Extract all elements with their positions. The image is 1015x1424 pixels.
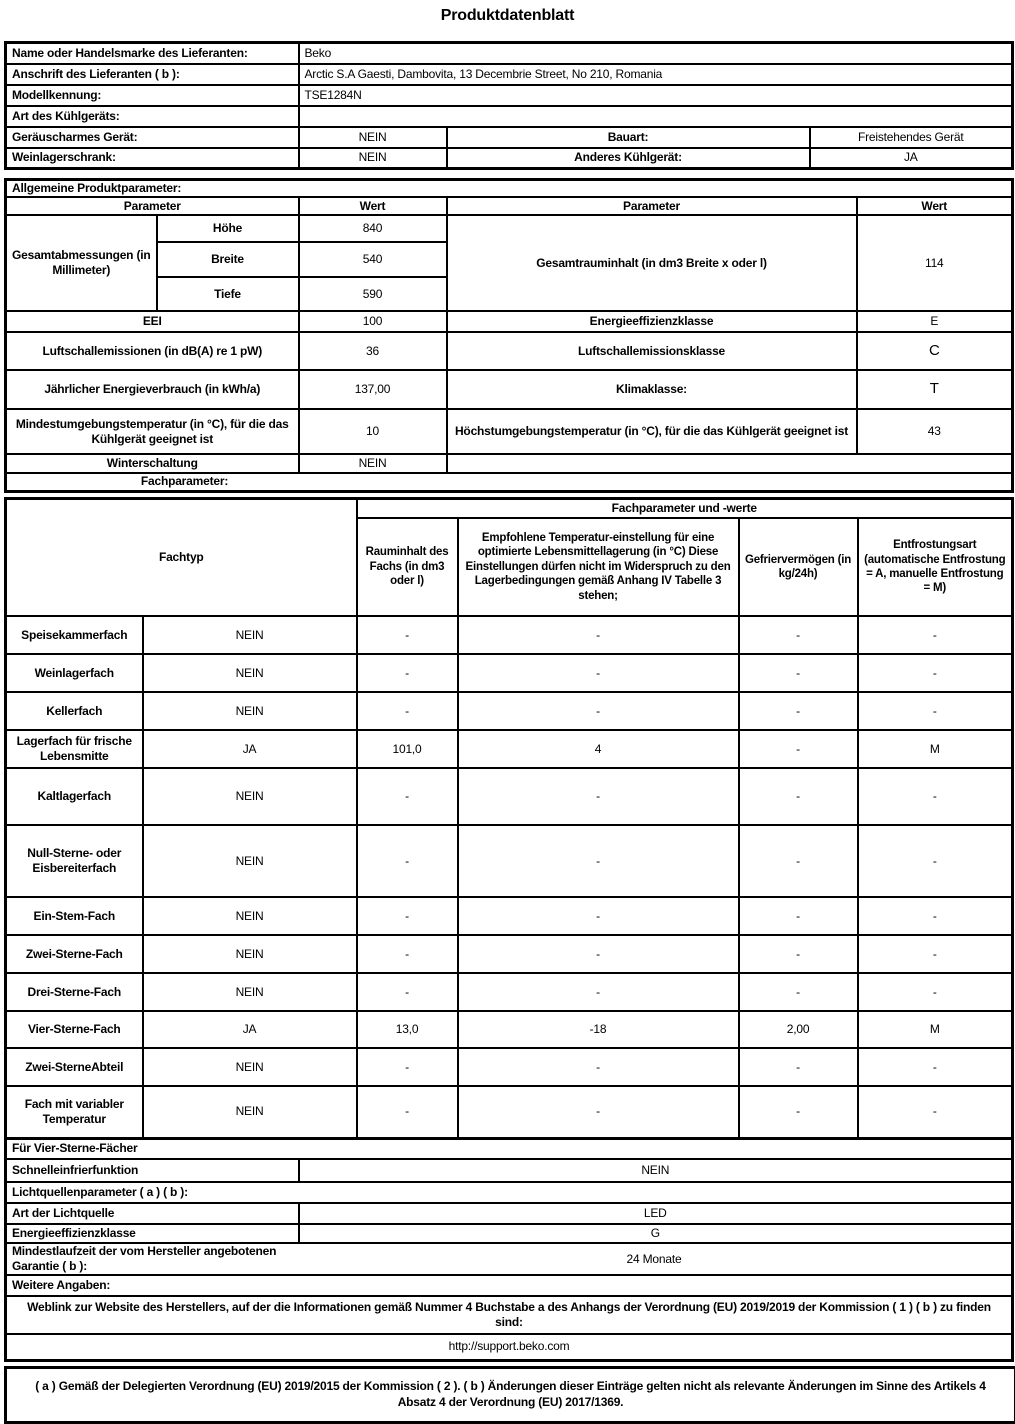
table-row (6, 106, 1013, 127)
compartment-table (4, 497, 1014, 1140)
table-row (6, 1334, 1013, 1360)
table-row (6, 148, 1013, 169)
compartment-type: Kaltlagerfach (6, 768, 143, 825)
compartment-freezing-capacity: - (739, 973, 858, 1011)
table-row (6, 473, 1013, 491)
parameter-label: Energieeffizienzklasse (447, 311, 857, 332)
table-row (6, 1243, 1013, 1275)
weblink-text: Weblink zur Website des Herstellers, auf der die Informationen gemäß Nummer 4 Buchstabe a des Anhangs der Verordnung (EU) 2019/2019 der Kommission ( 1 ) ( b ) zu finden sind: (6, 1296, 1013, 1334)
field-label: Anderes Kühlgerät: (447, 148, 810, 169)
table-row (6, 897, 1013, 935)
column-header: Parameter (447, 197, 857, 215)
compartment-present: NEIN (143, 973, 357, 1011)
parameter-label: Luftschallemissionen (in dB(A) re 1 pW) (6, 332, 299, 370)
compartment-present: NEIN (143, 935, 357, 973)
compartment-volume: 101,0 (357, 730, 458, 768)
compartment-type: Fach mit variabler Temperatur (6, 1086, 143, 1138)
field-label: Weinlagerschrank: (6, 148, 299, 169)
compartment-freezing-capacity: 2,00 (739, 1011, 858, 1048)
section-title-light-source: Lichtquellenparameter ( a ) ( b ): (6, 1182, 1013, 1203)
table-row (6, 370, 1013, 409)
group-header: Fachparameter und -werte (357, 498, 1013, 518)
table-row (6, 825, 1013, 897)
table-row (6, 311, 1013, 332)
parameter-label: EEI (6, 311, 299, 332)
compartment-temp-setting: - (458, 935, 739, 973)
field-value: G (299, 1224, 1013, 1243)
compartment-volume: - (357, 616, 458, 654)
compartment-volume: - (357, 654, 458, 692)
field-label: Geräuscharmes Gerät: (6, 127, 299, 148)
parameter-label: Klimaklasse: (447, 370, 857, 409)
parameter-value: NEIN (299, 454, 447, 473)
field-label: Bauart: (447, 127, 810, 148)
table-row (6, 1296, 1013, 1334)
compartment-freezing-capacity: - (739, 654, 858, 692)
compartment-freezing-capacity: - (739, 768, 858, 825)
manufacturer-url: http://support.beko.com (6, 1334, 1013, 1360)
compartment-present: JA (143, 730, 357, 768)
parameter-label: Luftschallemissionsklasse (447, 332, 857, 370)
parameter-label: Jährlicher Energieverbrauch (in kWh/a) (6, 370, 299, 409)
section-title-general: Allgemeine Produktparameter: (6, 180, 1013, 198)
column-header: Wert (857, 197, 1013, 215)
field-value: JA (810, 148, 1013, 169)
table-row (6, 692, 1013, 730)
compartment-present: NEIN (143, 825, 357, 897)
compartment-temp-setting: - (458, 1048, 739, 1086)
column-header-temp: Empfohlene Temperatur-einstellung für eine optimierte Lebensmittellagerung (in °C) Diese Einstellungen dürfen nicht im Widerspruch zu den Lagerbedingungen gemäß Anhang IV Tabelle 3 stehen; (458, 518, 739, 616)
compartment-freezing-capacity: - (739, 935, 858, 973)
column-header-volume: Rauminhalt des Fachs (in dm3 oder l) (357, 518, 458, 616)
compartment-freezing-capacity: - (739, 897, 858, 935)
compartment-type: Lagerfach für frische Lebensmitte (6, 730, 143, 768)
compartment-freezing-capacity: - (739, 1086, 858, 1138)
compartment-defrost-type: - (858, 825, 1013, 897)
table-row (6, 730, 1013, 768)
table-row (6, 43, 1013, 64)
compartment-type: Null-Sterne- oder Eisbereiterfach (6, 825, 143, 897)
general-parameters-table (4, 178, 1014, 493)
table-row (6, 935, 1013, 973)
table-row (6, 768, 1013, 825)
compartment-defrost-type: - (858, 1048, 1013, 1086)
compartment-type: Kellerfach (6, 692, 143, 730)
table-row (6, 127, 1013, 148)
parameter-value: 137,00 (299, 370, 447, 409)
compartment-volume: - (357, 768, 458, 825)
field-label: Modellkennung: (6, 85, 299, 106)
supplier-table (4, 41, 1014, 170)
warranty-row-cell (6, 1243, 1013, 1275)
column-header-defrost: Entfrostungsart (automatische Entfrostung = A, manuelle Entfrostung = M) (858, 518, 1013, 616)
parameter-value: 100 (299, 311, 447, 332)
section-title-additional: Weitere Angaben: (6, 1275, 1013, 1296)
footnote-box (4, 1366, 1015, 1424)
compartment-defrost-type: - (858, 1086, 1013, 1138)
table-row (6, 1048, 1013, 1086)
compartment-volume: 13,0 (357, 1011, 458, 1048)
compartment-defrost-type: - (858, 897, 1013, 935)
compartment-volume: - (357, 973, 458, 1011)
compartment-temp-setting: - (458, 692, 739, 730)
field-value: Arctic S.A Gaesti, Dambovita, 13 Decembrie Street, No 210, Romania (299, 64, 1013, 85)
compartment-defrost-type: - (858, 692, 1013, 730)
column-header: Wert (299, 197, 447, 215)
compartment-volume: - (357, 1086, 458, 1138)
table-row (6, 1086, 1013, 1138)
compartment-temp-setting: 4 (458, 730, 739, 768)
compartment-volume: - (357, 825, 458, 897)
dimension-value: 840 (299, 215, 447, 242)
field-value: LED (299, 1203, 1013, 1224)
compartment-volume: - (357, 1048, 458, 1086)
compartment-volume: - (357, 897, 458, 935)
field-value: TSE1284N (299, 85, 1013, 106)
compartment-freezing-capacity: - (739, 616, 858, 654)
dimensions-label: Gesamtabmessungen (in Millimeter) (6, 215, 157, 311)
compartment-type: Zwei-Sterne-Fach (6, 935, 143, 973)
field-label: Anschrift des Lieferanten ( b ): (6, 64, 299, 85)
parameter-label: Winterschaltung (6, 454, 299, 473)
compartment-present: NEIN (143, 616, 357, 654)
parameter-value: 36 (299, 332, 447, 370)
table-row (6, 197, 1013, 215)
compartment-temp-setting: - (458, 654, 739, 692)
dimension-name: Breite (157, 242, 299, 277)
compartment-defrost-type: - (858, 973, 1013, 1011)
field-label: Art des Kühlgeräts: (6, 106, 299, 127)
table-row (6, 180, 1013, 198)
table-row (6, 332, 1013, 370)
compartment-present: NEIN (143, 1048, 357, 1086)
table-row (6, 498, 1013, 518)
dimension-value: 590 (299, 277, 447, 311)
compartment-present: JA (143, 1011, 357, 1048)
warranty-label: Mindestlaufzeit der vom Hersteller angebotenen Garantie ( b ): (12, 1244, 277, 1273)
table-row (6, 64, 1013, 85)
compartment-type: Zwei-SterneAbteil (6, 1048, 143, 1086)
parameter-value: E (857, 311, 1013, 332)
table-row (6, 1138, 1013, 1159)
table-row (6, 1159, 1013, 1182)
table-row (6, 973, 1013, 1011)
misc-table (4, 1137, 1014, 1362)
field-value: NEIN (299, 148, 447, 169)
compartment-volume: - (357, 692, 458, 730)
compartment-temp-setting: - (458, 616, 739, 654)
table-row (6, 1275, 1013, 1296)
table-row (6, 654, 1013, 692)
table-row (6, 1011, 1013, 1048)
compartment-defrost-type: - (858, 654, 1013, 692)
compartment-type: Weinlagerfach (6, 654, 143, 692)
parameter-value: T (857, 370, 1013, 409)
field-value: NEIN (299, 1159, 1013, 1182)
compartment-temp-setting: - (458, 825, 739, 897)
compartment-temp-setting: - (458, 768, 739, 825)
compartment-temp-setting: - (458, 1086, 739, 1138)
compartment-defrost-type: M (858, 1011, 1013, 1048)
field-value: Freistehendes Gerät (810, 127, 1013, 148)
column-header: Parameter (6, 197, 299, 215)
empty-cell (447, 454, 1013, 473)
compartment-freezing-capacity: - (739, 730, 858, 768)
compartment-present: NEIN (143, 897, 357, 935)
table-row (6, 1203, 1013, 1224)
field-label: Schnelleinfrierfunktion (6, 1159, 299, 1182)
compartment-type: Speisekammerfach (6, 616, 143, 654)
dimension-name: Tiefe (157, 277, 299, 311)
section-title-four-star: Für Vier-Sterne-Fächer (6, 1138, 1013, 1159)
compartment-freezing-capacity: - (739, 692, 858, 730)
field-value (299, 106, 1013, 127)
compartment-type: Vier-Sterne-Fach (6, 1011, 143, 1048)
warranty-value: 24 Monate (626, 1251, 682, 1266)
compartment-defrost-type: - (858, 616, 1013, 654)
page-title: Produktdatenblatt (440, 7, 575, 24)
field-label: Art der Lichtquelle (6, 1203, 299, 1224)
column-header-freeze: Gefriervermögen (in kg/24h) (739, 518, 858, 616)
field-value: NEIN (299, 127, 447, 148)
field-value: Beko (299, 43, 1013, 64)
compartment-present: NEIN (143, 1086, 357, 1138)
compartment-present: NEIN (143, 654, 357, 692)
table-row (6, 616, 1013, 654)
compartment-type: Drei-Sterne-Fach (6, 973, 143, 1011)
table-row (6, 409, 1013, 454)
dimension-value: 540 (299, 242, 447, 277)
compartment-present: NEIN (143, 692, 357, 730)
compartment-temp-setting: -18 (458, 1011, 739, 1048)
compartment-freezing-capacity: - (739, 825, 858, 897)
compartment-type: Ein-Stem-Fach (6, 897, 143, 935)
section-title-compartments: Fachparameter: (6, 473, 1013, 491)
total-volume-label: Gesamtrauminhalt (in dm3 Breite x oder l) (447, 215, 857, 311)
compartment-defrost-type: M (858, 730, 1013, 768)
table-row (6, 215, 1013, 242)
dimension-name: Höhe (157, 215, 299, 242)
table-row (6, 1224, 1013, 1243)
parameter-label: Höchstumgebungstemperatur (in °C), für die das Kühlgerät geeignet ist (447, 409, 857, 454)
compartment-freezing-capacity: - (739, 1048, 858, 1086)
total-volume-value: 114 (857, 215, 1013, 311)
field-label: Energieeffizienzklasse (6, 1224, 299, 1243)
footnote-text: ( a ) Gemäß der Delegierten Verordnung (EU) 2019/2015 der Kommission ( 2 ). ( b ) Änderungen dieser Einträge gelten nicht als relevante Änderungen im Sinne des Artikels 4 Absatz 4 der Verordnung (EU) 2017/1369. (35, 1378, 986, 1409)
compartment-volume: - (357, 935, 458, 973)
table-row (6, 1182, 1013, 1203)
compartment-present: NEIN (143, 768, 357, 825)
compartment-temp-setting: - (458, 973, 739, 1011)
compartment-defrost-type: - (858, 768, 1013, 825)
column-header-fachtyp: Fachtyp (6, 498, 357, 616)
table-row (6, 454, 1013, 473)
table-row (6, 85, 1013, 106)
parameter-label: Mindestumgebungstemperatur (in °C), für die das Kühlgerät geeignet ist (6, 409, 299, 454)
parameter-value: 43 (857, 409, 1013, 454)
parameter-value: C (857, 332, 1013, 370)
field-label: Name oder Handelsmarke des Lieferanten: (6, 43, 299, 64)
compartment-temp-setting: - (458, 897, 739, 935)
compartment-defrost-type: - (858, 935, 1013, 973)
parameter-value: 10 (299, 409, 447, 454)
